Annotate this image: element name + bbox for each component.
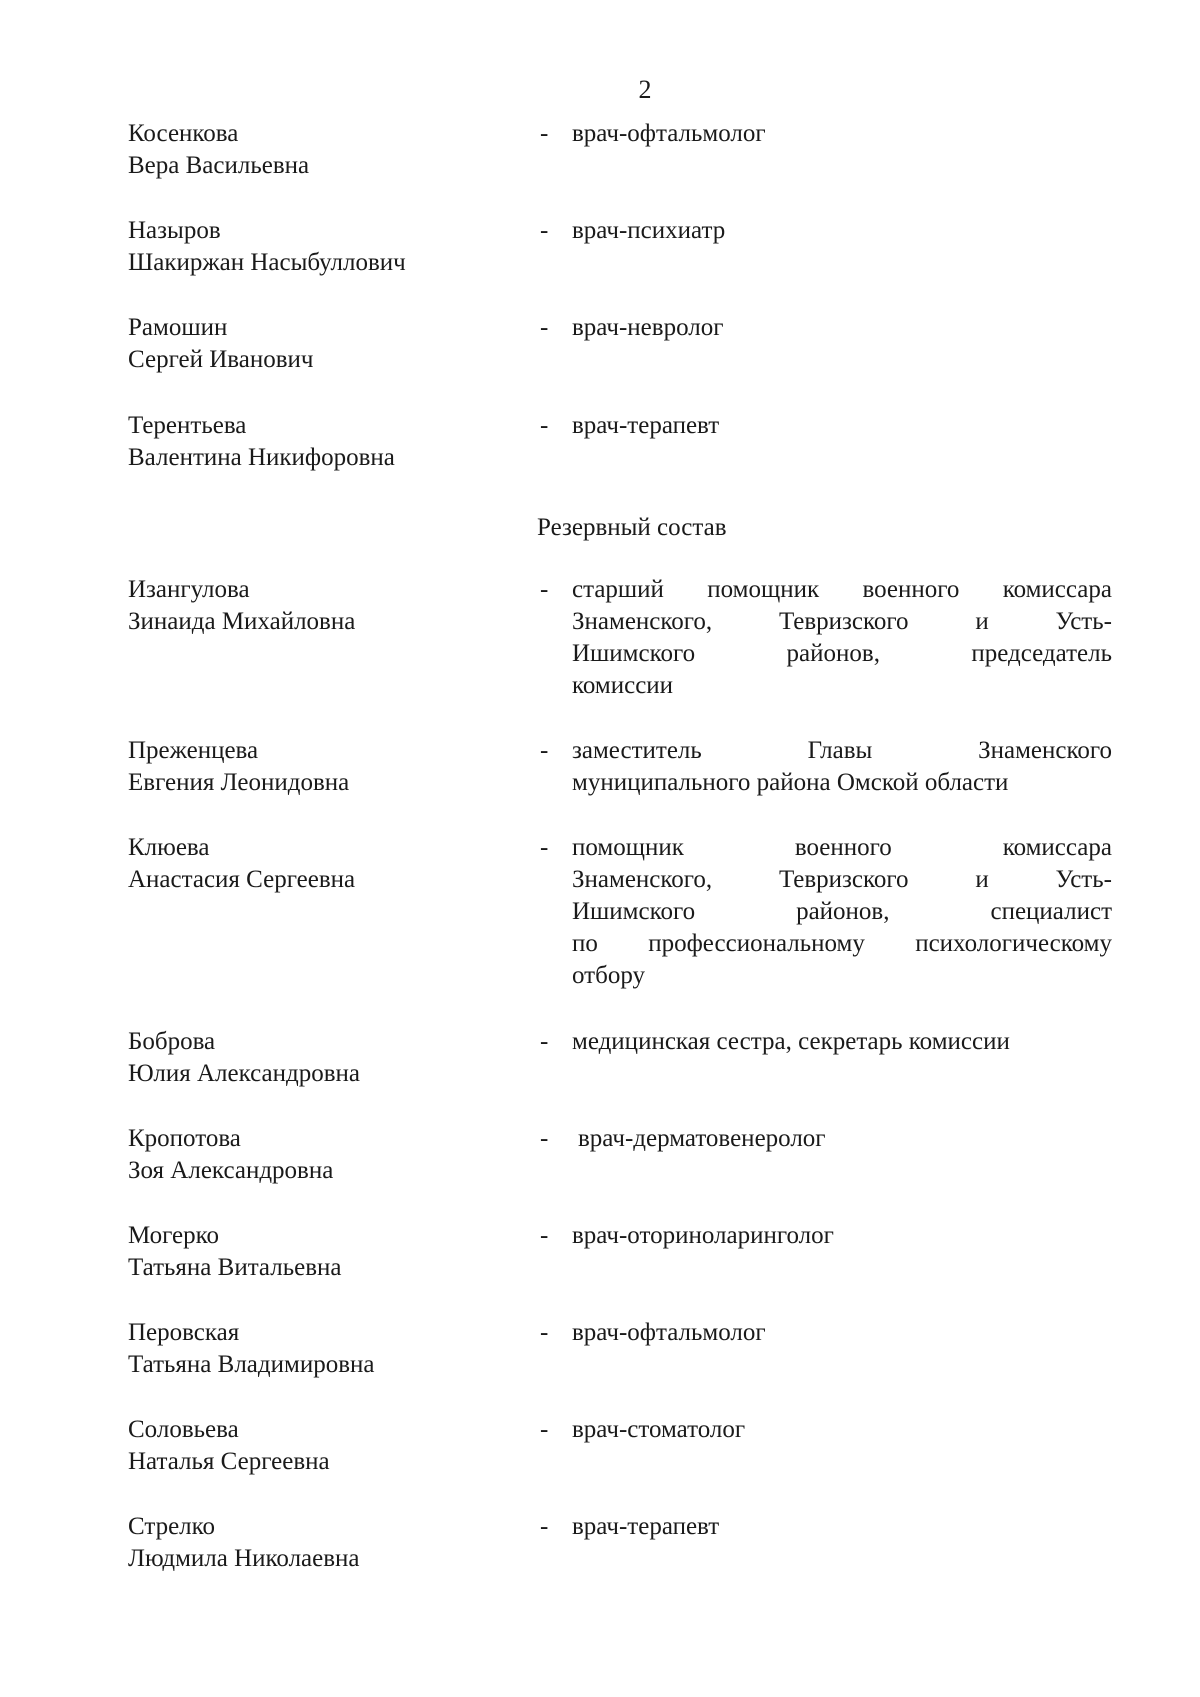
role-line [572, 606, 1112, 638]
member-given-names: Валентина Никифоровна [128, 444, 395, 471]
member-given-names: Наталья Сергеевна [128, 1448, 330, 1475]
member-name [128, 312, 528, 376]
role-word: районов, [786, 640, 880, 667]
role-word: Тевризского [778, 866, 909, 893]
role-word: Ишимского [572, 898, 696, 925]
role-word: военного [862, 576, 960, 603]
member-name [128, 1414, 528, 1478]
dash-marker: - [540, 1416, 549, 1443]
role-word: районов, [796, 898, 890, 925]
dash-marker: - [540, 120, 549, 147]
member-name [128, 1123, 528, 1187]
member-role [572, 735, 1112, 799]
member-name [128, 1026, 528, 1090]
member-given-names: Анастасия Сергеевна [128, 866, 356, 893]
role-line [572, 832, 1112, 864]
member-name [128, 1511, 528, 1575]
role-word: комиссии [572, 672, 674, 699]
member-role: врач-офтальмолог [572, 120, 766, 147]
member-surname: Клюева [128, 834, 210, 861]
member-role: медицинская сестра, секретарь комиссии [572, 1028, 1010, 1055]
member-given-names: Евгения Леонидовна [128, 769, 350, 796]
member-name [128, 574, 528, 638]
member-given-names: Зинаида Михайловна [128, 608, 356, 635]
role-word: Главы [807, 737, 873, 764]
dash-marker: - [540, 1222, 549, 1249]
role-word: военного [794, 834, 892, 861]
member-name [128, 1317, 528, 1381]
role-word: Знаменского, [572, 866, 713, 893]
member-surname: Перовская [128, 1319, 240, 1346]
member-given-names: Шакиржан Насыбуллович [128, 249, 406, 276]
member-surname: Назыров [128, 217, 221, 244]
member-surname: Могерко [128, 1222, 220, 1249]
role-word: заместитель [572, 737, 702, 764]
member-name [128, 832, 528, 896]
member-name [128, 118, 528, 182]
role-word: комиссара [1002, 834, 1112, 861]
role-line [572, 574, 1112, 606]
role-word: помощник [707, 576, 820, 603]
member-given-names: Татьяна Владимировна [128, 1351, 375, 1378]
member-role: врач-офтальмолог [572, 1319, 766, 1346]
dash-marker: - [540, 217, 549, 244]
dash-marker: - [540, 1125, 549, 1152]
role-line [572, 670, 1112, 702]
member-role: врач-терапевт [572, 412, 720, 439]
member-role: врач-дерматовенеролог [578, 1125, 826, 1152]
member-name [128, 215, 528, 279]
role-word: муниципального района Омской области [572, 769, 1009, 796]
dash-marker: - [540, 576, 549, 603]
member-surname: Изангулова [128, 576, 250, 603]
member-surname: Рамошин [128, 314, 228, 341]
member-given-names: Сергей Иванович [128, 346, 314, 373]
role-word: и [975, 608, 989, 635]
role-word: специалист [990, 898, 1112, 925]
member-role: врач-стоматолог [572, 1416, 746, 1443]
role-word: психологическому [915, 930, 1112, 957]
member-given-names: Юлия Александровна [128, 1060, 360, 1087]
dash-marker: - [540, 737, 549, 764]
member-surname: Кропотова [128, 1125, 241, 1152]
member-role [572, 574, 1112, 702]
member-name [128, 1220, 528, 1284]
role-word: старший [572, 576, 664, 603]
member-surname: Стрелко [128, 1513, 216, 1540]
member-surname: Косенкова [128, 120, 239, 147]
member-role: врач-оториноларинголог [572, 1222, 834, 1249]
member-surname: Преженцева [128, 737, 259, 764]
role-word: председатель [971, 640, 1112, 667]
role-word: и [975, 866, 989, 893]
dash-marker: - [540, 314, 549, 341]
member-name [128, 735, 528, 799]
role-word: отбору [572, 962, 645, 989]
reserve-section-title: Резервный состав [537, 514, 727, 541]
role-word: по [572, 930, 598, 957]
role-line [572, 928, 1112, 960]
member-role [572, 832, 1112, 992]
role-word: Ишимского [572, 640, 696, 667]
member-role: врач-невролог [572, 314, 724, 341]
dash-marker: - [540, 1028, 549, 1055]
member-given-names: Вера Васильевна [128, 152, 310, 179]
role-word: профессиональному [648, 930, 865, 957]
role-word: Тевризского [778, 608, 909, 635]
member-name [128, 410, 528, 474]
dash-marker: - [540, 1513, 549, 1540]
page-number: 2 [638, 75, 652, 104]
dash-marker: - [540, 412, 549, 439]
dash-marker: - [540, 1319, 549, 1346]
member-given-names: Людмила Николаевна [128, 1545, 360, 1572]
member-surname: Соловьева [128, 1416, 239, 1443]
role-line [572, 864, 1112, 896]
role-word: Усть- [1055, 866, 1112, 893]
role-line [572, 767, 1112, 799]
member-given-names: Зоя Александровна [128, 1157, 334, 1184]
role-word: Знаменского, [572, 608, 713, 635]
role-word: комиссара [1002, 576, 1112, 603]
dash-marker: - [540, 834, 549, 861]
role-word: Усть- [1055, 608, 1112, 635]
role-word: помощник [572, 834, 684, 861]
role-line [572, 735, 1112, 767]
role-line [572, 960, 1112, 992]
member-surname: Терентьева [128, 412, 247, 439]
role-line [572, 896, 1112, 928]
role-line [572, 638, 1112, 670]
member-surname: Боброва [128, 1028, 216, 1055]
member-given-names: Татьяна Витальевна [128, 1254, 342, 1281]
role-word: Знаменского [978, 737, 1112, 764]
member-role: врач-терапевт [572, 1513, 720, 1540]
member-role: врач-психиатр [572, 217, 726, 244]
